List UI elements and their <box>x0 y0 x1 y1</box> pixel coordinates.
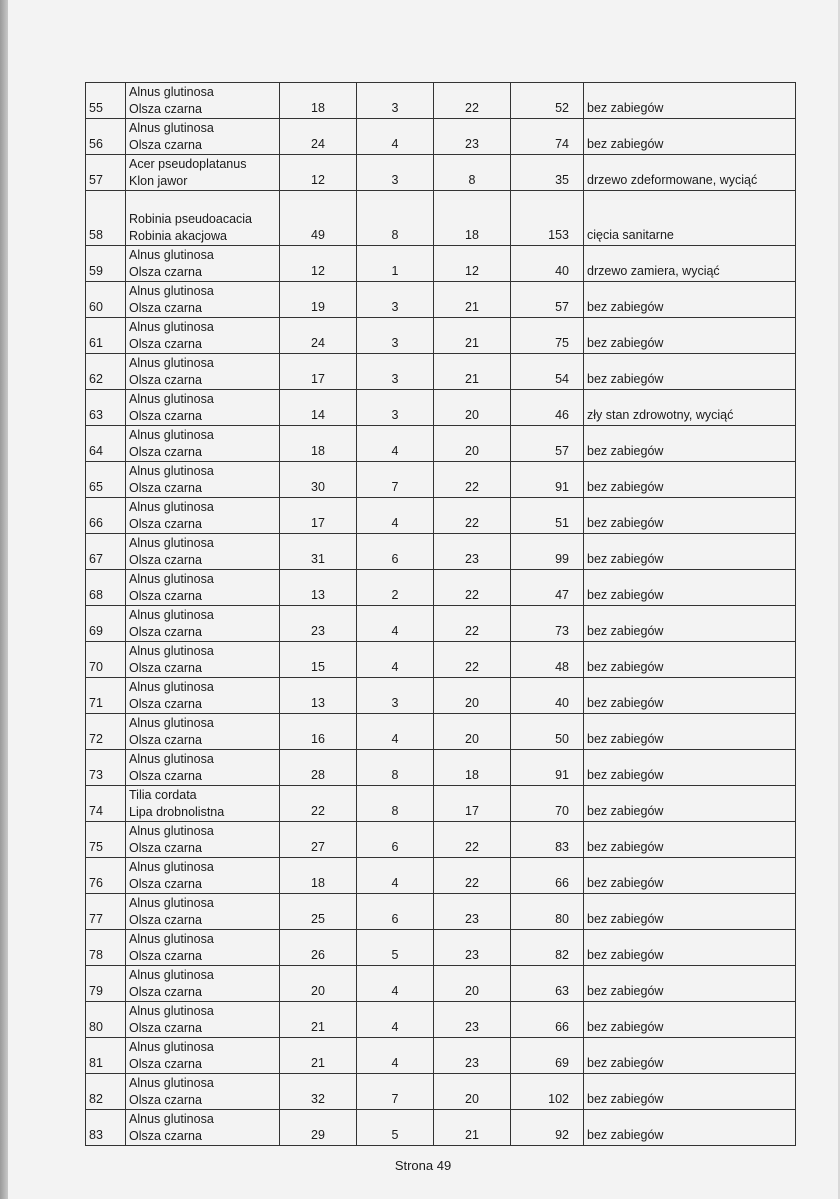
cell-notes: bez zabiegów <box>584 1074 796 1110</box>
species-latin-name: Alnus glutinosa <box>129 896 214 910</box>
table-row <box>86 155 796 191</box>
cell-species <box>126 1110 280 1146</box>
species-polish-name: Olsza czarna <box>129 265 202 279</box>
cell-notes: bez zabiegów <box>584 83 796 119</box>
cell-wartosc: 57 <box>511 426 584 462</box>
cell-species <box>126 894 280 930</box>
species-polish-name: Olsza czarna <box>129 553 202 567</box>
cell-species <box>126 390 280 426</box>
cell-notes: bez zabiegów <box>584 966 796 1002</box>
cell-number: 63 <box>86 390 126 426</box>
species-latin-name: Acer pseudoplatanus <box>129 157 247 171</box>
cell-wartosc: 91 <box>511 750 584 786</box>
cell-korona: 23 <box>434 119 511 155</box>
cell-wysokosc: 5 <box>357 930 434 966</box>
cell-wartosc: 52 <box>511 83 584 119</box>
cell-obwod: 16 <box>280 714 357 750</box>
species-polish-name: Olsza czarna <box>129 301 202 315</box>
cell-wysokosc: 4 <box>357 119 434 155</box>
cell-obwod: 13 <box>280 570 357 606</box>
cell-wysokosc: 3 <box>357 83 434 119</box>
page-number: Strona 49 <box>394 1158 452 1173</box>
cell-wysokosc: 4 <box>357 498 434 534</box>
cell-wartosc: 46 <box>511 390 584 426</box>
cell-wysokosc: 2 <box>357 570 434 606</box>
cell-number: 59 <box>86 246 126 282</box>
cell-species <box>126 606 280 642</box>
cell-number: 66 <box>86 498 126 534</box>
cell-number: 57 <box>86 155 126 191</box>
species-polish-name: Klon jawor <box>129 174 188 188</box>
species-latin-name: Alnus glutinosa <box>129 464 214 478</box>
species-latin-name: Alnus glutinosa <box>129 428 214 442</box>
cell-species <box>126 119 280 155</box>
table-row <box>86 606 796 642</box>
cell-wysokosc: 6 <box>357 822 434 858</box>
cell-wysokosc: 3 <box>357 155 434 191</box>
cell-obwod: 18 <box>280 83 357 119</box>
cell-notes: bez zabiegów <box>584 678 796 714</box>
table-row <box>86 822 796 858</box>
cell-species <box>126 966 280 1002</box>
cell-wysokosc: 3 <box>357 318 434 354</box>
cell-obwod: 21 <box>280 1002 357 1038</box>
cell-korona: 12 <box>434 246 511 282</box>
cell-obwod: 24 <box>280 119 357 155</box>
cell-notes: bez zabiegów <box>584 786 796 822</box>
cell-korona: 21 <box>434 282 511 318</box>
cell-number: 80 <box>86 1002 126 1038</box>
cell-wartosc: 83 <box>511 822 584 858</box>
cell-wysokosc: 4 <box>357 1038 434 1074</box>
cell-notes: bez zabiegów <box>584 894 796 930</box>
cell-species <box>126 750 280 786</box>
species-polish-name: Olsza czarna <box>129 625 202 639</box>
species-latin-name: Alnus glutinosa <box>129 824 214 838</box>
cell-wysokosc: 4 <box>357 966 434 1002</box>
cell-number: 78 <box>86 930 126 966</box>
table-row <box>86 318 796 354</box>
species-polish-name: Olsza czarna <box>129 1093 202 1107</box>
cell-number: 74 <box>86 786 126 822</box>
cell-wysokosc: 7 <box>357 1074 434 1110</box>
cell-notes: cięcia sanitarne <box>584 191 796 246</box>
cell-korona: 23 <box>434 894 511 930</box>
species-polish-name: Olsza czarna <box>129 841 202 855</box>
species-latin-name: Alnus glutinosa <box>129 644 214 658</box>
cell-obwod: 30 <box>280 462 357 498</box>
cell-notes: bez zabiegów <box>584 282 796 318</box>
cell-obwod: 18 <box>280 426 357 462</box>
table-body <box>86 83 796 1146</box>
cell-obwod: 18 <box>280 858 357 894</box>
table-row <box>86 462 796 498</box>
cell-wysokosc: 6 <box>357 894 434 930</box>
cell-number: 56 <box>86 119 126 155</box>
cell-obwod: 29 <box>280 1110 357 1146</box>
cell-korona: 20 <box>434 390 511 426</box>
species-polish-name: Olsza czarna <box>129 697 202 711</box>
table-row <box>86 83 796 119</box>
tree-inventory-table <box>85 82 796 1146</box>
table-row <box>86 930 796 966</box>
species-latin-name: Tilia cordata <box>129 788 197 802</box>
cell-wartosc: 48 <box>511 642 584 678</box>
cell-wysokosc: 1 <box>357 246 434 282</box>
species-polish-name: Olsza czarna <box>129 373 202 387</box>
cell-notes: zły stan zdrowotny, wyciąć <box>584 390 796 426</box>
cell-species <box>126 282 280 318</box>
table-row <box>86 678 796 714</box>
cell-wartosc: 74 <box>511 119 584 155</box>
cell-number: 70 <box>86 642 126 678</box>
cell-obwod: 26 <box>280 930 357 966</box>
cell-species <box>126 426 280 462</box>
species-latin-name: Alnus glutinosa <box>129 716 214 730</box>
cell-wysokosc: 4 <box>357 858 434 894</box>
cell-korona: 22 <box>434 822 511 858</box>
cell-obwod: 17 <box>280 498 357 534</box>
cell-wysokosc: 3 <box>357 354 434 390</box>
cell-wysokosc: 6 <box>357 534 434 570</box>
cell-species <box>126 822 280 858</box>
table-row <box>86 119 796 155</box>
cell-species <box>126 714 280 750</box>
cell-notes: bez zabiegów <box>584 534 796 570</box>
cell-wartosc: 102 <box>511 1074 584 1110</box>
species-latin-name: Alnus glutinosa <box>129 320 214 334</box>
cell-wartosc: 57 <box>511 282 584 318</box>
cell-wysokosc: 4 <box>357 1002 434 1038</box>
species-latin-name: Alnus glutinosa <box>129 572 214 586</box>
cell-korona: 21 <box>434 318 511 354</box>
cell-number: 72 <box>86 714 126 750</box>
species-latin-name: Alnus glutinosa <box>129 500 214 514</box>
species-polish-name: Robinia akacjowa <box>129 229 227 243</box>
cell-korona: 20 <box>434 1074 511 1110</box>
cell-wysokosc: 3 <box>357 390 434 426</box>
species-polish-name: Olsza czarna <box>129 589 202 603</box>
cell-wysokosc: 8 <box>357 750 434 786</box>
cell-korona: 20 <box>434 966 511 1002</box>
cell-number: 69 <box>86 606 126 642</box>
cell-obwod: 12 <box>280 155 357 191</box>
table-row <box>86 1074 796 1110</box>
table-row <box>86 1002 796 1038</box>
species-polish-name: Olsza czarna <box>129 1057 202 1071</box>
species-latin-name: Alnus glutinosa <box>129 1004 214 1018</box>
species-polish-name: Olsza czarna <box>129 949 202 963</box>
table-row <box>86 282 796 318</box>
cell-korona: 21 <box>434 1110 511 1146</box>
cell-obwod: 22 <box>280 786 357 822</box>
cell-number: 75 <box>86 822 126 858</box>
cell-wysokosc: 7 <box>357 462 434 498</box>
cell-obwod: 49 <box>280 191 357 246</box>
cell-wartosc: 40 <box>511 678 584 714</box>
cell-notes: bez zabiegów <box>584 858 796 894</box>
cell-notes: drzewo zamiera, wyciąć <box>584 246 796 282</box>
cell-number: 68 <box>86 570 126 606</box>
table-row <box>86 714 796 750</box>
cell-notes: bez zabiegów <box>584 822 796 858</box>
table-row <box>86 390 796 426</box>
species-polish-name: Olsza czarna <box>129 985 202 999</box>
cell-number: 77 <box>86 894 126 930</box>
species-polish-name: Olsza czarna <box>129 1021 202 1035</box>
cell-wartosc: 54 <box>511 354 584 390</box>
table-row <box>86 786 796 822</box>
cell-species <box>126 83 280 119</box>
cell-notes: bez zabiegów <box>584 570 796 606</box>
table-row <box>86 1110 796 1146</box>
cell-notes: bez zabiegów <box>584 750 796 786</box>
cell-notes: bez zabiegów <box>584 606 796 642</box>
cell-number: 82 <box>86 1074 126 1110</box>
cell-notes: bez zabiegów <box>584 462 796 498</box>
species-latin-name: Alnus glutinosa <box>129 680 214 694</box>
cell-wysokosc: 4 <box>357 606 434 642</box>
cell-obwod: 24 <box>280 318 357 354</box>
cell-korona: 18 <box>434 191 511 246</box>
cell-notes: bez zabiegów <box>584 714 796 750</box>
cell-obwod: 28 <box>280 750 357 786</box>
cell-wysokosc: 8 <box>357 191 434 246</box>
cell-wartosc: 51 <box>511 498 584 534</box>
species-polish-name: Olsza czarna <box>129 138 202 152</box>
species-latin-name: Alnus glutinosa <box>129 121 214 135</box>
species-polish-name: Lipa drobnolistna <box>129 805 225 819</box>
cell-number: 71 <box>86 678 126 714</box>
species-latin-name: Alnus glutinosa <box>129 284 214 298</box>
cell-korona: 22 <box>434 498 511 534</box>
species-latin-name: Alnus glutinosa <box>129 392 214 406</box>
species-latin-name: Alnus glutinosa <box>129 85 214 99</box>
species-polish-name: Olsza czarna <box>129 409 202 423</box>
cell-korona: 22 <box>434 642 511 678</box>
cell-notes: bez zabiegów <box>584 498 796 534</box>
cell-species <box>126 570 280 606</box>
cell-korona: 23 <box>434 1038 511 1074</box>
cell-number: 55 <box>86 83 126 119</box>
species-polish-name: Olsza czarna <box>129 481 202 495</box>
cell-species <box>126 930 280 966</box>
cell-wartosc: 70 <box>511 786 584 822</box>
cell-wartosc: 35 <box>511 155 584 191</box>
cell-wysokosc: 5 <box>357 1110 434 1146</box>
table-row <box>86 642 796 678</box>
cell-species <box>126 155 280 191</box>
cell-notes: bez zabiegów <box>584 119 796 155</box>
table-row <box>86 570 796 606</box>
cell-wysokosc: 4 <box>357 642 434 678</box>
document-page <box>8 0 838 1199</box>
cell-notes: bez zabiegów <box>584 354 796 390</box>
cell-wartosc: 80 <box>511 894 584 930</box>
cell-korona: 22 <box>434 462 511 498</box>
cell-species <box>126 191 280 246</box>
cell-wysokosc: 4 <box>357 426 434 462</box>
cell-notes: bez zabiegów <box>584 426 796 462</box>
species-polish-name: Olsza czarna <box>129 517 202 531</box>
table-row <box>86 966 796 1002</box>
cell-wartosc: 40 <box>511 246 584 282</box>
cell-notes: bez zabiegów <box>584 642 796 678</box>
species-polish-name: Olsza czarna <box>129 1129 202 1143</box>
cell-species <box>126 1074 280 1110</box>
cell-number: 67 <box>86 534 126 570</box>
species-latin-name: Alnus glutinosa <box>129 356 214 370</box>
cell-species <box>126 786 280 822</box>
cell-species <box>126 1038 280 1074</box>
cell-species <box>126 678 280 714</box>
cell-obwod: 25 <box>280 894 357 930</box>
cell-wartosc: 66 <box>511 858 584 894</box>
cell-korona: 22 <box>434 570 511 606</box>
cell-obwod: 21 <box>280 1038 357 1074</box>
species-polish-name: Olsza czarna <box>129 337 202 351</box>
cell-species <box>126 534 280 570</box>
species-latin-name: Robinia pseudoacacia <box>129 212 253 226</box>
cell-wartosc: 66 <box>511 1002 584 1038</box>
cell-species <box>126 1002 280 1038</box>
cell-species <box>126 462 280 498</box>
cell-korona: 23 <box>434 534 511 570</box>
cell-korona: 22 <box>434 606 511 642</box>
cell-number: 65 <box>86 462 126 498</box>
cell-wartosc: 75 <box>511 318 584 354</box>
cell-species <box>126 642 280 678</box>
cell-wartosc: 92 <box>511 1110 584 1146</box>
cell-number: 64 <box>86 426 126 462</box>
species-polish-name: Olsza czarna <box>129 661 202 675</box>
cell-wysokosc: 3 <box>357 282 434 318</box>
cell-number: 58 <box>86 191 126 246</box>
cell-species <box>126 246 280 282</box>
species-latin-name: Alnus glutinosa <box>129 1076 214 1090</box>
species-polish-name: Olsza czarna <box>129 877 202 891</box>
species-latin-name: Alnus glutinosa <box>129 536 214 550</box>
cell-korona: 21 <box>434 354 511 390</box>
species-polish-name: Olsza czarna <box>129 769 202 783</box>
cell-number: 73 <box>86 750 126 786</box>
cell-number: 60 <box>86 282 126 318</box>
table-row <box>86 246 796 282</box>
table-row <box>86 894 796 930</box>
table-row <box>86 191 796 246</box>
species-latin-name: Alnus glutinosa <box>129 248 214 262</box>
cell-korona: 23 <box>434 1002 511 1038</box>
species-latin-name: Alnus glutinosa <box>129 1112 214 1126</box>
cell-obwod: 20 <box>280 966 357 1002</box>
cell-number: 83 <box>86 1110 126 1146</box>
species-polish-name: Olsza czarna <box>129 913 202 927</box>
cell-number: 62 <box>86 354 126 390</box>
cell-obwod: 19 <box>280 282 357 318</box>
cell-species <box>126 354 280 390</box>
cell-korona: 8 <box>434 155 511 191</box>
cell-wysokosc: 4 <box>357 714 434 750</box>
table-row <box>86 354 796 390</box>
species-latin-name: Alnus glutinosa <box>129 752 214 766</box>
cell-korona: 22 <box>434 858 511 894</box>
cell-korona: 17 <box>434 786 511 822</box>
cell-wartosc: 99 <box>511 534 584 570</box>
table-row <box>86 750 796 786</box>
species-polish-name: Olsza czarna <box>129 733 202 747</box>
cell-wartosc: 50 <box>511 714 584 750</box>
cell-notes: bez zabiegów <box>584 1038 796 1074</box>
cell-wysokosc: 8 <box>357 786 434 822</box>
species-latin-name: Alnus glutinosa <box>129 608 214 622</box>
cell-notes: bez zabiegów <box>584 1110 796 1146</box>
cell-obwod: 31 <box>280 534 357 570</box>
cell-korona: 22 <box>434 83 511 119</box>
cell-number: 61 <box>86 318 126 354</box>
table-row <box>86 426 796 462</box>
cell-species <box>126 498 280 534</box>
scan-edge-shadow <box>0 0 8 1199</box>
table-row <box>86 1038 796 1074</box>
cell-obwod: 15 <box>280 642 357 678</box>
cell-korona: 20 <box>434 426 511 462</box>
cell-number: 79 <box>86 966 126 1002</box>
cell-wartosc: 73 <box>511 606 584 642</box>
table-row <box>86 858 796 894</box>
cell-obwod: 13 <box>280 678 357 714</box>
cell-obwod: 12 <box>280 246 357 282</box>
cell-wartosc: 47 <box>511 570 584 606</box>
species-latin-name: Alnus glutinosa <box>129 1040 214 1054</box>
cell-species <box>126 318 280 354</box>
cell-korona: 20 <box>434 678 511 714</box>
cell-wartosc: 153 <box>511 191 584 246</box>
cell-notes: bez zabiegów <box>584 1002 796 1038</box>
species-latin-name: Alnus glutinosa <box>129 860 214 874</box>
cell-notes: drzewo zdeformowane, wyciąć <box>584 155 796 191</box>
cell-obwod: 17 <box>280 354 357 390</box>
cell-notes: bez zabiegów <box>584 318 796 354</box>
species-latin-name: Alnus glutinosa <box>129 932 214 946</box>
table-row <box>86 498 796 534</box>
cell-obwod: 14 <box>280 390 357 426</box>
species-polish-name: Olsza czarna <box>129 445 202 459</box>
cell-number: 81 <box>86 1038 126 1074</box>
cell-wysokosc: 3 <box>357 678 434 714</box>
species-latin-name: Alnus glutinosa <box>129 968 214 982</box>
cell-wartosc: 63 <box>511 966 584 1002</box>
cell-obwod: 23 <box>280 606 357 642</box>
cell-species <box>126 858 280 894</box>
cell-notes: bez zabiegów <box>584 930 796 966</box>
cell-obwod: 27 <box>280 822 357 858</box>
cell-korona: 23 <box>434 930 511 966</box>
cell-korona: 18 <box>434 750 511 786</box>
table-row <box>86 534 796 570</box>
cell-korona: 20 <box>434 714 511 750</box>
cell-wartosc: 91 <box>511 462 584 498</box>
cell-wartosc: 82 <box>511 930 584 966</box>
cell-number: 76 <box>86 858 126 894</box>
cell-wartosc: 69 <box>511 1038 584 1074</box>
species-polish-name: Olsza czarna <box>129 102 202 116</box>
cell-obwod: 32 <box>280 1074 357 1110</box>
